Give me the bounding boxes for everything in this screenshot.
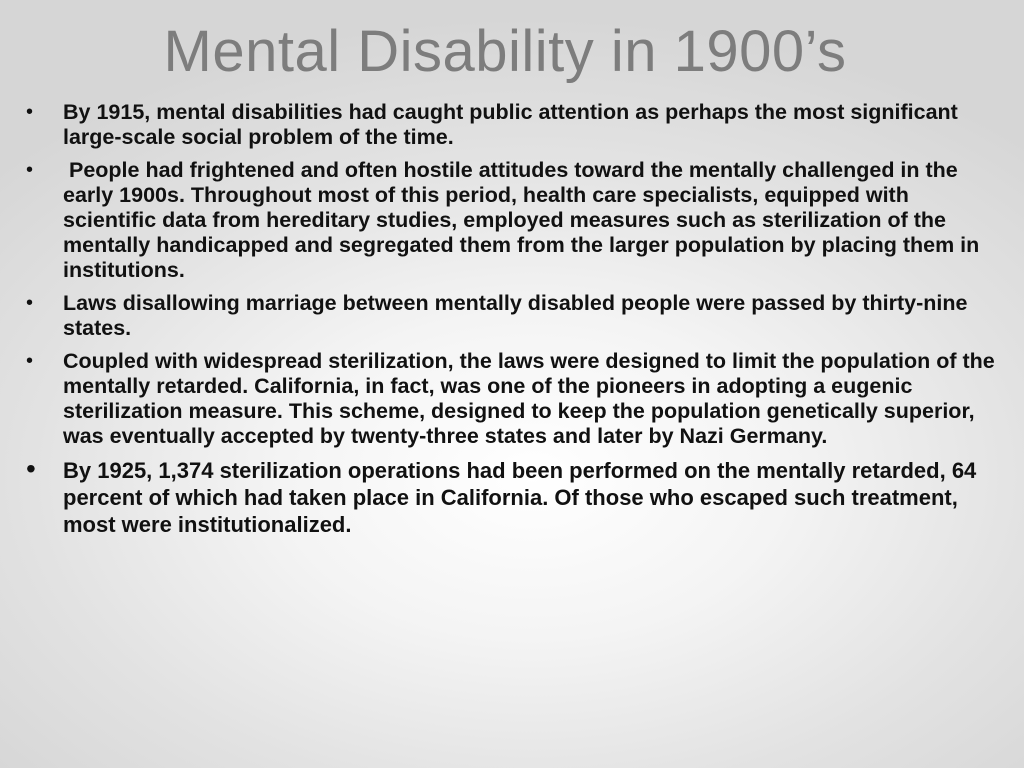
bullet-marker: • [26,292,34,314]
bullet-marker: • [26,101,34,123]
bullet-text: By 1915, mental disabilities had caught public attention as perhaps the most significant large-scale social problem of the time. [63,100,958,149]
bullet-item [26,158,1006,283]
bullet-marker: • [26,159,34,181]
bullet-list [26,100,1006,546]
bullet-text: By 1925, 1,374 sterilization operations had been performed on the mentally retarded, 64 percent of which had taken place in California. Of those who escaped such treatment, most were institutionalized. [63,458,977,537]
bullet-item [26,453,1006,538]
bullet-text: People had frightened and often hostile attitudes toward the mentally challenged in the early 1900s. Throughout most of this period, health care specialists, equipped with scientific data from hereditary studies, employed measures such as sterilization of the mentally handicapped and segregated them from the larger population by placing them in institutions. [63,158,986,282]
bullet-text: Coupled with widespread sterilization, the laws were designed to limit the population of the mentally retarded. California, in fact, was one of the pioneers in adopting a eugenic sterilization measure. This scheme, designed to keep the population genetically superior, was eventually accepted by twenty-three states and later by Nazi Germany. [63,349,995,448]
bullet-item [26,100,1006,150]
bullet-item [26,349,1006,449]
bullet-marker: • [26,350,34,372]
slide-title: Mental Disability in 1900’s [163,19,847,84]
bullet-item [26,291,1006,341]
bullet-text: Laws disallowing marriage between mentally disabled people were passed by thirty-nine states. [63,291,968,340]
bullet-marker: • [26,453,36,484]
